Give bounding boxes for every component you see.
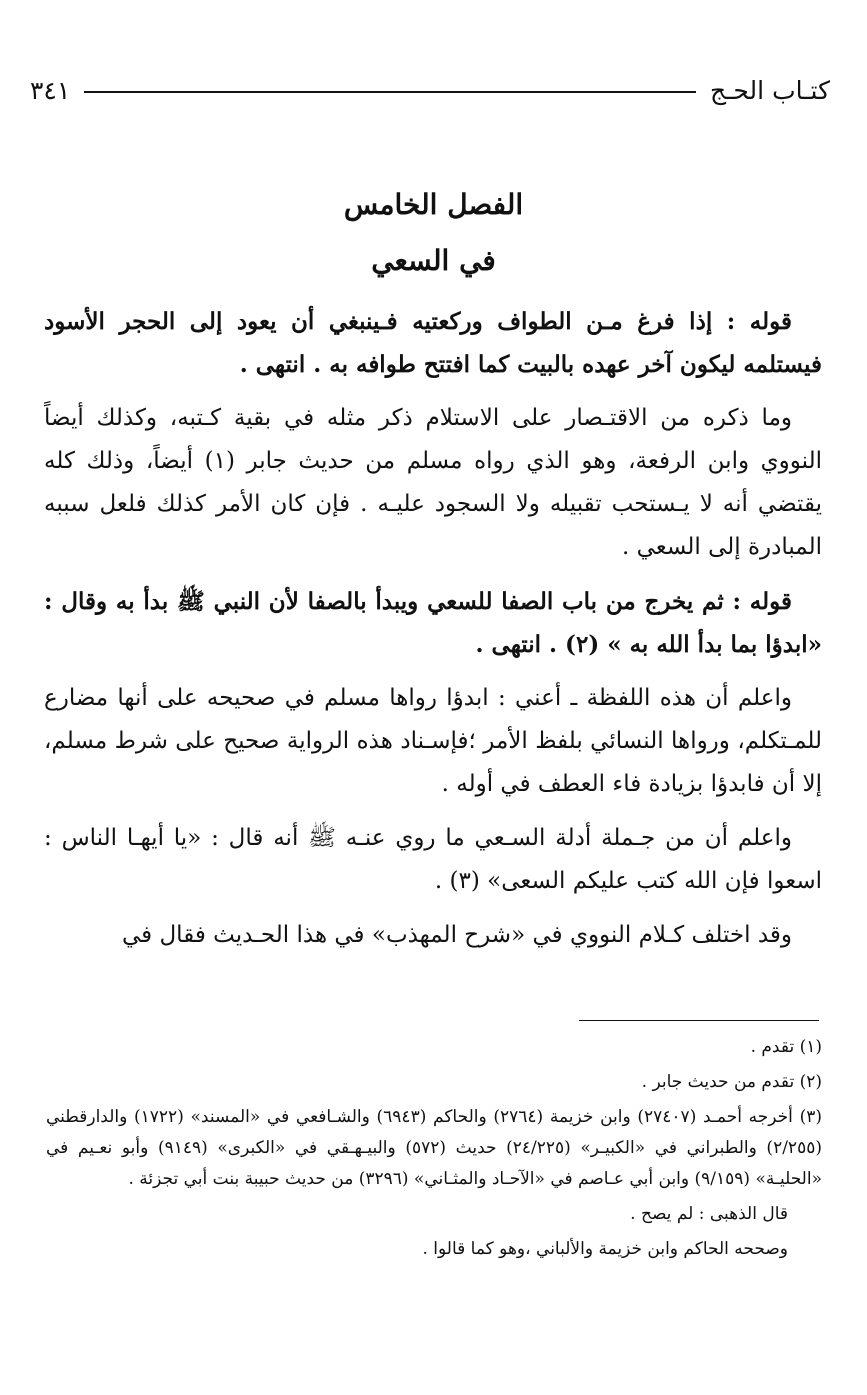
footnote-2: (٢) تقدم من حديث جابر . xyxy=(641,1072,822,1092)
paragraph-commentary-3: واعلم أن من جـملة أدلة السـعي ما روي عنـه ﷺ أنه قال : «يا أيهـا الناس : اسعوا فإن الله كتب عليكم السعى» (٣) . xyxy=(44,825,822,894)
chapter-title: الفصل الخامس xyxy=(343,188,524,221)
page-number: ٣٤١ xyxy=(30,75,71,105)
paragraph-commentary-4: وقد اختلف كـلام النووي في «شرح المهذب» في هذا الحـديث فقال في xyxy=(122,922,792,948)
paragraph-quote-1: قوله : إذا فرغ مـن الطواف وركعتيه فـينبغي أن يعود إلى الحجر الأسود فيستلمه ليكون آخر عهده بالبيت كما افتتح طوافه به . انتهى . xyxy=(44,308,822,378)
footnote-1: (١) تقدم . xyxy=(750,1037,822,1057)
paragraph-commentary-2: واعلم أن هذه اللفظة ـ أعني : ابدؤا رواها مسلم في صحيحه على أنها مضارع للمـتكلم، ورواها النسائي بلفظ الأمر ؛فإسـناد هذه الرواية صحيح على شرط مسلم، إلا أن فابدؤا بزيادة فاء العطف في أوله . xyxy=(44,685,822,797)
footnote-3: (٣) أخرجه أحمـد (٢٧٤٠٧) وابن خزيمة (٢٧٦٤) والحاكم (٦٩٤٣) والشـافعي في «المسند» (١٧٢٢) والدارقطني (٢/٢٥٥) والطبراني في «الكبيـر» (٢٤/٢٢٥) حديث (٥٧٢) والبيـهـقي في «الكبرى» (٩١٤٩) وأبو نعـيم في «الحليـة» (٩/١٥٩) وابن أبي عـاصم في «الآحـاد والمثـاني» (٣٢٩٦) من حديث حبيبة بنت أبي تجزئة . xyxy=(46,1107,822,1189)
body-text xyxy=(44,300,822,957)
footnote-divider xyxy=(579,1020,819,1021)
book-title: كتـاب الحـج xyxy=(709,75,830,105)
paragraph-commentary-1: وما ذكره من الاقتـصار على الاستلام ذكر مثله في بقية كـتبه، وكذلك أيضاً النووي وابن الرفعة، وهو الذي رواه مسلم من حديث جابر (١) أيضاً، وذلك كله يقتضي أنه لا يـستحب تقبيله ولا السجود عليـه . فإن كان الأمر كذلك فلعل سببه المبادرة إلى السعي . xyxy=(44,405,822,560)
header-rule xyxy=(84,91,696,93)
footnotes xyxy=(46,1032,822,1269)
footnote-3-authentication-note: وصححه الحاكم وابن خزيمة والألباني ،وهو كما قالوا . xyxy=(422,1239,788,1259)
running-header xyxy=(30,72,830,108)
chapter-subtitle: في السعي xyxy=(371,244,496,277)
footnote-3-dhahabi-note: قال الذهبى : لم يصح . xyxy=(630,1204,788,1224)
paragraph-quote-2: قوله : ثم يخرج من باب الصفا للسعي ويبدأ بالصفا لأن النبي ﷺ بدأ به وقال : «ابدؤا بما بدأ الله به » (٢) . انتهى . xyxy=(44,588,822,658)
